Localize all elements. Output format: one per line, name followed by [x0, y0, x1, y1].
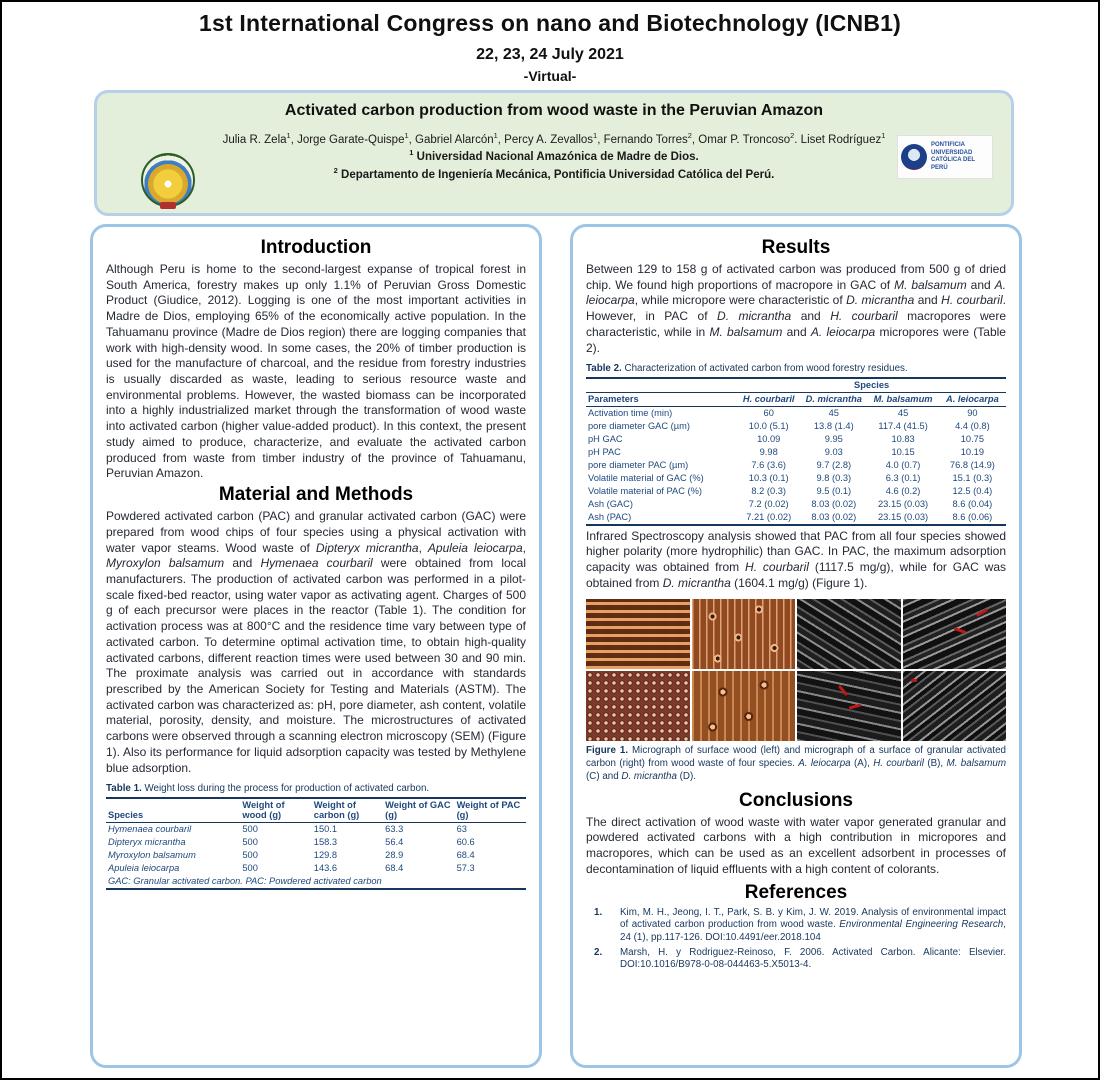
table1-header-cell: Weight of wood (g) [240, 799, 311, 823]
table2-row [586, 498, 1006, 511]
table1-cell: 500 [242, 824, 258, 835]
table2-cell: 60 [763, 408, 774, 419]
figure1-caption-text: Micrograph of surface wood (left) and micrograph of a surface of granular activated carbon (right) from wood waste of four species. A. leiocarpa (A), H. courbaril (B), M. balsamum (C) and D. micrantha (D). [586, 745, 1006, 782]
sem-annotation-mark [954, 627, 966, 634]
table2-header-cell: A. leiocarpa [939, 392, 1006, 406]
table1-header-cell: Weight of GAC (g) [383, 799, 454, 823]
conference-title: 1st International Congress on nano and Biotechnology (ICNB1) [198, 10, 902, 36]
table2-cell: 76.8 (14.9) [949, 460, 995, 471]
table2-cell: 7.6 (3.6) [751, 460, 787, 471]
table2-cell: 6.3 (0.1) [885, 473, 921, 484]
table2-cell: pH PAC [588, 447, 621, 458]
table2-group-header: Species [737, 379, 1006, 393]
table1-cell: 150.1 [313, 824, 338, 835]
table2-row [586, 511, 1006, 525]
table2-row [586, 485, 1006, 498]
table1-cell: 63.3 [385, 824, 404, 835]
table2-caption-label: Table 2. [586, 363, 622, 375]
table2-cell: 23.15 (0.03) [878, 499, 929, 510]
reference-text: Kim, M. H., Jeong, I. T., Park, S. B. y Kim, J. W. 2019. Analysis of environmental impact of activated carbon production from wood waste. Environmental Engineering Research, 24 (1), pp.117-126. DOI:10.4491/eer.2018.104 [620, 906, 1006, 943]
table1-cell: 158.3 [313, 837, 338, 848]
table1-cell: 68.4 [385, 863, 404, 874]
reference-item [586, 907, 1006, 945]
table1-footnote: GAC: Granular activated carbon. PAC: Powdered activated carbon [106, 875, 526, 889]
table2-cell: 8.03 (0.02) [811, 499, 857, 510]
table2-header-cell: M. balsamum [867, 392, 938, 406]
table2-cell: 45 [897, 408, 909, 419]
reference-number: 1. [594, 906, 603, 918]
table1-cell: 500 [242, 837, 258, 848]
authors-line: Julia R. Zela$^1$, Jorge Garate-Quispe$^1$, Gabriel Alarcón$^1$, Percy A. Zevallos$^1$, Fernando Torres$^2$, Omar P. Troncoso$^2$. Liset Rodríguez$^1$ [222, 131, 886, 146]
conference-mode: -Virtual- [523, 68, 577, 84]
table2-cell: pore diameter PAC (µm) [588, 460, 689, 471]
table2-cell: 23.15 (0.03) [867, 511, 938, 525]
figure1-panel-sem-d [903, 671, 1007, 741]
section-heading-methods: Material and Methods [218, 484, 414, 506]
table2-row [586, 446, 1006, 459]
table2-cell: 7.21 (0.02) [737, 511, 800, 525]
table2-empty-cell [586, 379, 737, 393]
table1-cell: 500 [242, 850, 258, 861]
table2-cell: 4.6 (0.2) [885, 486, 921, 497]
table2-cell: 13.8 (1.4) [813, 421, 854, 432]
references-list [586, 907, 1006, 973]
table2-cell: 10.15 [891, 447, 915, 458]
table2-row [586, 406, 1006, 420]
table2-cell: 8.6 (0.04) [952, 499, 993, 510]
table2-cell: 9.7 (2.8) [816, 460, 852, 471]
table2-header-row [586, 392, 1006, 406]
figure1-panel-sem-a [797, 599, 901, 669]
table1-caption [106, 783, 526, 798]
intro-paragraph: Although Peru is home to the second-largest expanse of tropical forest in South America, forestry makes up only 1.1% of Peruvian Gross Domestic Product (Giudice, 2012). Logging is one of the most important activities in Madre de Dios, employing 65% of the economically active population. In the Tahuamanu province (Madre de Dios region) there are logging companies that work with high-density wood. In some cases, the 20% of timber production is used for the manufacture of charcoal, and the residue from forestry industries is usually discarded as waste, leading to serious resource waste and environmental problems. However, the wasted biomass can be incorporated into a highly industrialized market through the transformation of wood waste into activated carbon (higher value-added product). In this context, the present study aimed to produce, characterize, and evaluate the activated carbon produced from waste from timber industry of the province of Tahuamanu, Peruvian Amazon. [106, 262, 526, 481]
sem-annotation-mark [911, 679, 917, 682]
table1-cell: 129.8 [313, 850, 338, 861]
reference-number: 2. [594, 946, 603, 958]
section-heading-introduction: Introduction [260, 237, 372, 258]
table2-row [586, 433, 1006, 446]
table2-cell: 7.2 (0.02) [748, 499, 789, 510]
table2-cell: 9.03 [824, 447, 843, 458]
affiliation-1: $^1$ Universidad Nacional Amazónica de Madre de Dios. [409, 148, 699, 164]
pucp-logo-text: PONTIFICIA UNIVERSIDAD CATÓLICA DEL PERÚ [931, 142, 975, 171]
table1-row [106, 822, 526, 836]
figure1-panel-wood-a [586, 599, 690, 669]
pucp-emblem-icon [901, 144, 927, 170]
methods-paragraph: Powdered activated carbon (PAC) and granular activated carbon (GAC) were prepared from wood chips of four species using a physical activation with water vapor steams. Wood waste of Dipteryx micrantha, Apuleia leiocarpa, Myroxylon balsamum and Hymenaea courbaril were obtained from local manufacturers. The production of activated carbon was performed in a pilot-scale fixed-bed reactor, using water vapor as activating agent. Charges of 500 g of each precursor were places in the reactor (Table 1). The condition for activation process was at 800°C and the residence time vary between type of activated carbon. To determine optimal activation time, to obtain high-quality activated carbons, different reaction times were used between 30 and 90 min. The proximate analysis was carried out in accordance with standards prescribed by the American Society for Testing and Materials (ASTM). The activated carbon was characterized as: pH, pore diameter, ash content, volatile material, porosity, density, and moisture. The microstructures of activated carbons were observed through a scanning electron microscopy (SEM) (Figure 1). Also its performance for liquid adsorption capacity was tested by Methylene blue adsorption. [106, 509, 526, 775]
table1-footnote-row [106, 875, 526, 889]
table1 [106, 799, 526, 890]
table2-cell: 4.4 (0.8) [955, 421, 990, 432]
table2-cell: 10.19 [960, 447, 985, 458]
right-panel [570, 224, 1022, 1068]
table2-cell: Volatile material of GAC (%) [588, 473, 704, 484]
table2-cell: 12.5 (0.4) [952, 486, 993, 497]
poster-banner [94, 90, 1014, 216]
table2-row [586, 472, 1006, 485]
table1-row [106, 849, 526, 862]
table1-cell: Apuleia leiocarpa [108, 863, 180, 874]
table2-cell: 10.3 (0.1) [748, 473, 789, 484]
reference-text: Marsh, H. y Rodriguez-Reinoso, F. 2006. Activated Carbon. Alicante: Elsevier. DOI:10.1016/B978-0-08-044463-5.X5013-4. [620, 946, 1006, 971]
affiliation-2: $^2$ Departamento de Ingeniería Mecánica, Pontificia Universidad Católica del Perú. [333, 165, 775, 181]
table1-row [106, 836, 526, 849]
left-panel [90, 224, 542, 1068]
table2-cell: pore diameter GAC (µm) [588, 421, 690, 432]
table2-cell: 90 [967, 408, 978, 419]
table2 [586, 379, 1006, 526]
table1-header-cell: Weight of carbon (g) [312, 799, 383, 823]
conclusions-paragraph: The direct activation of wood waste with water vapor generated granular and powdered activated carbons with a high contribution in micropores and macropores, which can be used as an excellent adsorbent in processes of decontamination of liquid effluents with a high content of colorants. [586, 814, 1006, 876]
table2-header-cell: H. courbaril [737, 392, 800, 406]
table2-row [586, 420, 1006, 433]
table2-cell: Volatile material of PAC (%) [588, 486, 703, 497]
table2-cell: 10.0 (5.1) [748, 421, 789, 432]
table1-cell: 500 [242, 863, 258, 874]
table1-cell: 63 [456, 824, 467, 835]
figure1-panel-wood-c [586, 671, 690, 741]
table2-cell: Activation time (min) [588, 408, 673, 419]
table2-cell: 8.03 (0.02) [800, 511, 867, 525]
section-heading-conclusions: Conclusions [738, 789, 853, 811]
figure1-caption-label: Figure 1. [586, 745, 629, 757]
table2-group-header-row [586, 379, 1006, 393]
table2-cell: 15.1 (0.3) [952, 473, 993, 484]
table2-header-cell: D. micrantha [800, 392, 867, 406]
table2-cell: 9.95 [824, 434, 843, 445]
results-paragraph-1: Between 129 to 158 g of activated carbon was produced from 500 g of dried chip. We found high proportions of macropore in GAC of M. balsamum and A. leiocarpa, while micropore were characteristic of D. micrantha and H. courbaril. However, in PAC of D. micrantha and H. courbaril macropores were characteristic, while in M. balsamum and A. leiocarpa micropores were (Table 2). [586, 262, 1006, 355]
table2-cell: pH GAC [588, 434, 623, 445]
poster-title: Activated carbon production from wood waste in the Peruvian Amazon [284, 102, 824, 119]
sem-annotation-mark [838, 685, 848, 696]
table2-header-cell: Parameters [586, 392, 737, 406]
table1-cell: 57.3 [456, 863, 475, 874]
table2-cell: 9.8 (0.3) [816, 473, 852, 484]
section-heading-results: Results [761, 237, 831, 258]
table2-cell: 10.09 [757, 434, 781, 445]
table1-caption-text: Weight loss during the process for production of activated carbon. [141, 783, 430, 795]
figure1-micrograph-grid [586, 599, 1006, 741]
figure1-caption [586, 745, 1006, 783]
table1-header-cell: Weight of PAC (g) [455, 799, 526, 823]
table1-cell: 60.6 [456, 837, 475, 848]
table2-cell: 10.83 [891, 434, 915, 445]
table2-cell: 117.4 (41.5) [878, 421, 928, 432]
table2-cell: 4.0 (0.7) [885, 460, 921, 471]
table1-row [106, 862, 526, 875]
table2-cell: 9.5 (0.1) [816, 486, 852, 497]
table1-cell: Myroxylon balsamum [108, 850, 196, 861]
table1-header-row [106, 799, 526, 823]
table1-cell: 143.6 [313, 863, 338, 874]
results-paragraph-2: Infrared Spectroscopy analysis showed that PAC from all four species showed higher polarity (more hydrophilic) than GAC. In PAC, the maximum adsorption capacity was obtained from H. courbaril (1117.5 mg/g), while for GAC was obtained from D. micrantha (1604.1 mg/g) (Figure 1). [586, 528, 1007, 590]
figure1-panel-sem-c [797, 671, 901, 741]
sem-annotation-mark [849, 704, 861, 710]
table2-cell: 8.2 (0.3) [751, 486, 787, 497]
table1-cell: 28.9 [385, 850, 404, 861]
reference-item [586, 947, 1006, 972]
table2-cell: Ash (PAC) [586, 511, 737, 525]
unamad-crest-logo [141, 153, 195, 207]
table1-cell: 68.4 [456, 850, 475, 861]
section-heading-references: References [744, 881, 848, 903]
table2-cell: Ash (GAC) [588, 499, 633, 510]
table2-row [586, 459, 1006, 472]
table2-caption [586, 363, 1006, 378]
table2-cell: 45 [828, 408, 839, 419]
figure1-panel-wood-d [692, 671, 796, 741]
table2-caption-text: Characterization of activated carbon from wood forestry residues. [621, 363, 908, 375]
table1-cell: Hymenaea courbaril [108, 824, 192, 835]
table1-header-cell: Species [106, 799, 240, 823]
figure1-panel-sem-b [903, 599, 1007, 669]
pucp-logo [897, 135, 993, 179]
table1-cell: 56.4 [385, 837, 404, 848]
table1-cell: Dipteryx micrantha [108, 837, 186, 848]
figure1-panel-wood-b [692, 599, 796, 669]
table2-cell: 9.98 [759, 447, 778, 458]
table2-cell: 8.6 (0.06) [939, 511, 1006, 525]
conference-dates: 22, 23, 24 July 2021 [476, 46, 624, 63]
table1-caption-label: Table 1. [106, 783, 142, 795]
sem-annotation-mark [976, 609, 988, 618]
table2-cell: 10.75 [960, 434, 985, 445]
